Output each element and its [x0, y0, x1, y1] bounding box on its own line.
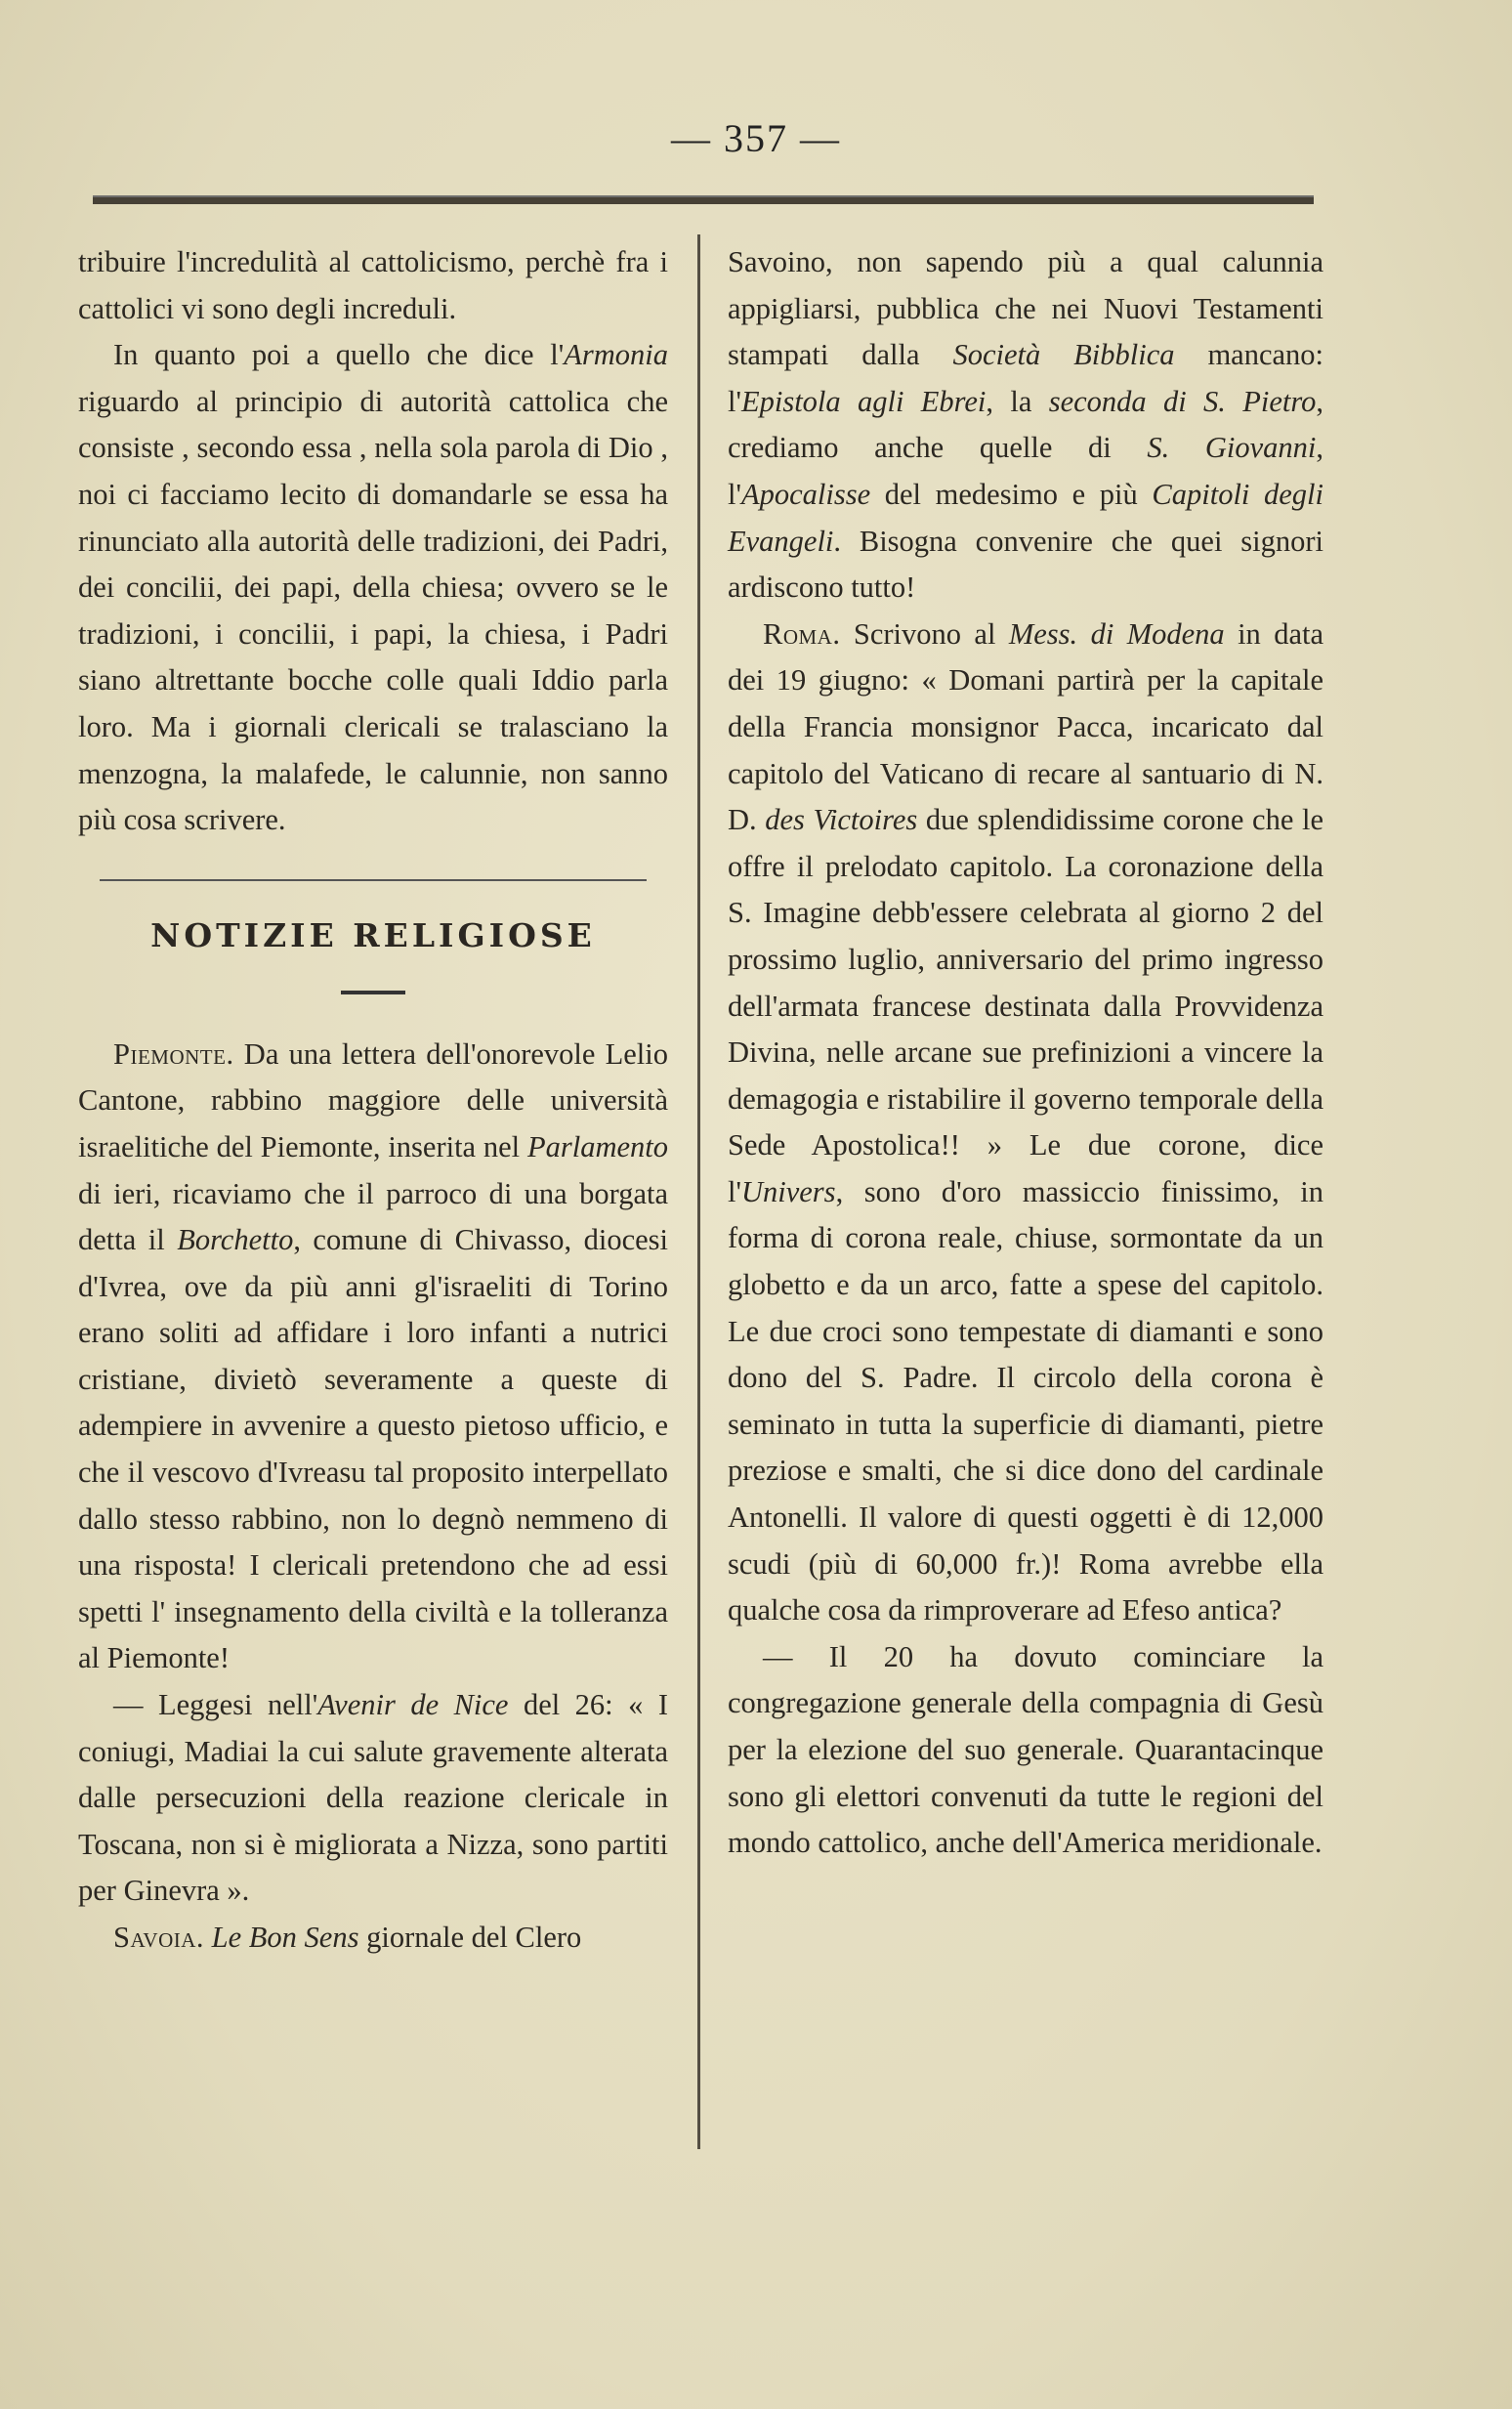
paragraph-roma: Roma. Scrivono al Mess. di Modena in data dei 19 giugno: « Domani partirà per la capitale della Francia monsignor Pacca, incaricato dal capitolo del Vaticano di recare al santuario di N. D. des Victoires due splendidissime corone che le offre il prelodato capitolo. La coronazione della S. Imagine debb'essere celebrata al giorno 2 del prossimo luglio, anniversario del primo ingresso dell'armata francese destinata dalla Provvidenza Divina, nelle arcane sue prefinizioni a vincere la demagogia e ristabilire il governo temporale della Sede Apostolica!! » Le due corone, dice l'Univers, sono d'oro massiccio finissimo, in forma di corona reale, chiuse, sormontate da un globetto e da un arco, fatte a spese del capitolo. Le due croci sono tempestate di diamanti e sono dono del S. Padre. Il circolo della corona è seminato in tutta la superficie di diamanti, pietre preziose e smalti, che si dice dono del cardinale Antonelli. Il valore di questi oggetti è di 12,000 scudi (più di 60,000 fr.)! Roma avrebbe ella qualche cosa da rimproverare ad Efeso antica? [728, 616, 1323, 1627]
page-number: — 357 — [671, 116, 841, 160]
heading-underline [341, 991, 405, 994]
column-divider [697, 234, 700, 2149]
paragraph-piemonte: Piemonte. Da una lettera dell'onorevole Lelio Cantone, rabbino maggiore delle università israelitiche del Piemonte, inserita nel Parlamento di ieri, ricaviamo che il parroco di una borgata detta il Borchetto, comune di Chivasso, diocesi d'Ivrea, ove da più anni gl'israeliti di Torino erano soliti ad affidare i loro infanti a nutrici cristiane, divietò severamente a queste di adempiere in avvenire a questo pietoso ufficio, e che il vescovo d'Ivreasu tal proposito interpellato dallo stesso rabbino, non lo degnò nemmeno di una risposta! I clericali pretendono che ad essi spetti l' insegnamento della civiltà e la tolleranza al Piemonte! [78, 1036, 668, 1675]
place-lead: Savoia. [113, 1921, 205, 1954]
paragraph-armonia: In quanto poi a quello che dice l'Armonia riguardo al principio di autorità cattolica che consiste , secondo essa , nella sola parola di Dio , noi ci facciamo lecito di domandarle se essa ha rinunciato alla autorità delle tradizioni, dei Padri, dei concilii, dei papi, della chiesa; ovvero se le tradizioni, i concilii, i papi, la chiesa, i Padri siano altrettante bocche colle quali Iddio parla loro. Ma i giornali clericali se tralasciano la menzogna, la malafede, le calunnie, non sanno più cosa scrivere. [78, 338, 668, 837]
left-column [78, 239, 668, 1962]
place-lead: Piemonte. [113, 1036, 234, 1071]
paragraph-savoia-continued: Savoino, non sapendo più a qual calunnia appigliarsi, pubblica che nei Nuovi Testamenti stampati dalla Società Bibblica mancano: l'Epistola agli Ebrei, la seconda di S. Pietro, crediamo anche quelle di S. Giovanni, l'Apocalisse del medesimo e più Capitoli degli Evangeli. Bisogna convenire che quei signori ardiscono tutto! [728, 245, 1324, 605]
right-column [728, 239, 1323, 1867]
section-separator [100, 879, 647, 881]
paragraph-compagnia-gesu: — Il 20 ha dovuto cominciare la congregazione generale della compagnia di Gesù per la elezione del suo generale. Quarantacinque sono gli elettori convenuti da tutte le regioni del mondo cattolico, anche dell'America meridionale. [728, 1639, 1323, 1860]
publication-name: Armonia [564, 338, 668, 372]
paragraph-avenir: — Leggesi nell'Avenir de Nice del 26: « I coniugi, Madiai la cui salute gravemente alterata dalle persecuzioni della reazione clericale in Toscana, non si è migliorata a Nizza, sono partiti per Ginevra ». [78, 1688, 669, 1908]
paragraph-continuation: tribuire l'incredulità al cattolicismo, perchè fra i cattolici vi sono degli increduli. [78, 245, 668, 325]
section-heading: NOTIZIE RELIGIOSE [150, 915, 596, 954]
place-lead: Roma. [763, 616, 841, 651]
header-rule [93, 195, 1314, 204]
paragraph-savoia: Savoia. Le Bon Sens giornale del Clero [113, 1921, 582, 1954]
